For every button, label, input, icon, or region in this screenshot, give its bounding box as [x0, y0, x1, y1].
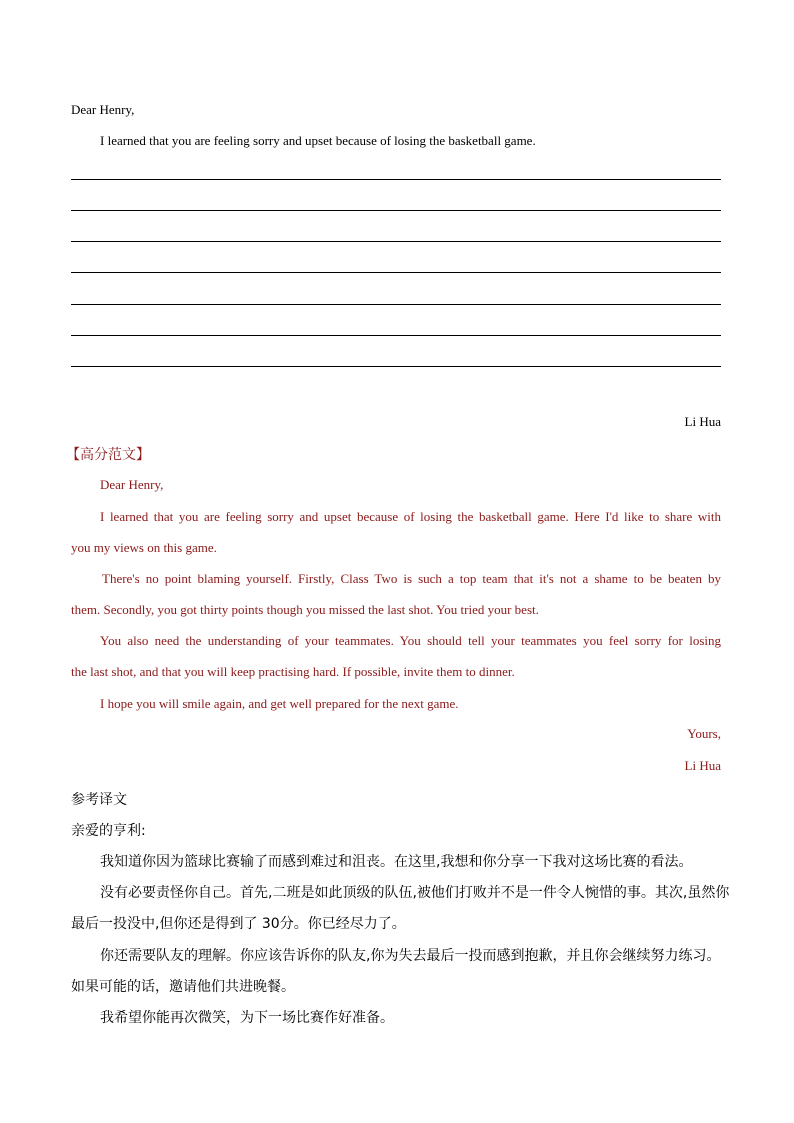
model-line: them. Secondly, you got thirty points though you missed the last shot. You tried your best. — [71, 602, 539, 617]
translation-line: 最后一投没中,但你还是得到了 30分。你已经尽力了。 — [71, 916, 406, 932]
model-line: you my views on this game. — [71, 540, 217, 555]
writing-line — [71, 272, 721, 273]
task-opening-line: I learned that you are feeling sorry and upset because of losing the basketball game. — [100, 133, 536, 148]
translation-line: 我知道你因为篮球比赛输了而感到难过和沮丧。在这里,我想和你分享一下我对这场比赛的看法。 — [100, 854, 693, 870]
model-salutation: Dear Henry, — [100, 477, 164, 492]
writing-line — [71, 304, 721, 305]
model-line: I learned that you are feeling sorry and upset because of losing the basketball game. Here I'd like to share with — [100, 509, 721, 524]
model-line: I hope you will smile again, and get well prepared for the next game. — [100, 696, 459, 711]
translation-heading: 参考译文 — [71, 792, 127, 808]
model-signature: Li Hua — [684, 758, 721, 773]
model-closing: Yours, — [687, 726, 721, 741]
writing-line — [71, 241, 721, 242]
translation-line: 你还需要队友的理解。你应该告诉你的队友,你为失去最后一投而感到抱歉，并且你会继续努力练习。 — [100, 948, 721, 964]
translation-salutation: 亲爱的亨利: — [71, 823, 146, 839]
model-line: There's no point blaming yourself. Firstly, Class Two is such a top team that it's not a shame to be beaten by — [102, 571, 721, 586]
model-essay-heading: 【高分范文】 — [66, 447, 150, 463]
translation-line: 如果可能的话，邀请他们共进晚餐。 — [71, 979, 295, 995]
model-line: the last shot, and that you will keep practising hard. If possible, invite them to dinner. — [71, 664, 515, 679]
model-line: You also need the understanding of your teammates. You should tell your teammates you feel sorry for losing — [100, 633, 721, 648]
writing-line — [71, 366, 721, 367]
writing-line — [71, 335, 721, 336]
translation-line: 没有必要责怪你自己。首先,二班是如此顶级的队伍,被他们打败并不是一件令人惋惜的事。其次,虽然你 — [100, 885, 730, 901]
task-salutation: Dear Henry, — [71, 102, 135, 117]
writing-line — [71, 210, 721, 211]
translation-line: 我希望你能再次微笑，为下一场比赛作好准备。 — [100, 1010, 394, 1026]
writing-line — [71, 179, 721, 180]
task-signature: Li Hua — [684, 414, 721, 429]
